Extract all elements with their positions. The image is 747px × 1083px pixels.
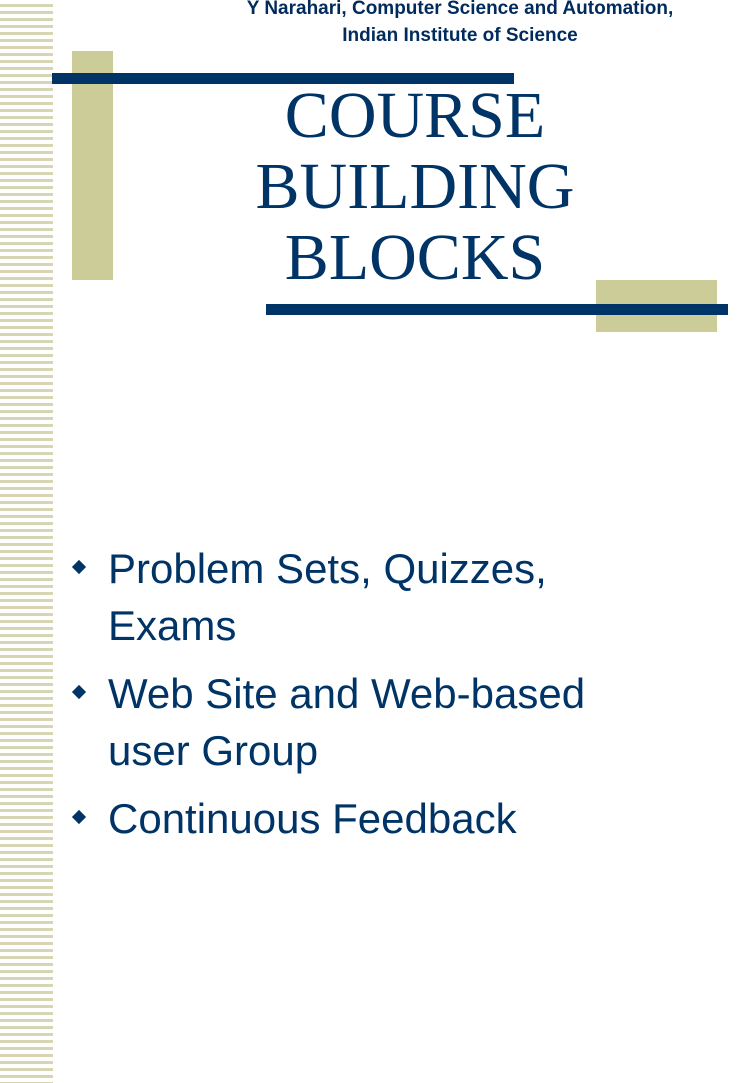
title-line-3: BLOCKS	[284, 221, 546, 294]
decorative-block-left	[72, 51, 113, 280]
bullet-item	[72, 790, 732, 847]
bullet-text-line: Continuous Feedback	[108, 795, 517, 842]
bullet-text-line: Web Site and Web-based	[108, 670, 586, 717]
header-institute-line: Indian Institute of Science	[342, 25, 578, 46]
bullet-text-line: Problem Sets, Quizzes,	[108, 545, 547, 592]
bullet-item	[72, 540, 732, 654]
title-line-2: BUILDING	[255, 150, 575, 223]
bullet-list	[72, 540, 732, 858]
diamond-bullet-icon	[72, 685, 86, 699]
bullet-item	[72, 665, 732, 779]
header-author-line: Y Narahari, Computer Science and Automation,	[246, 0, 674, 19]
decorative-stripes	[0, 0, 53, 1083]
bullet-text-line: user Group	[108, 727, 319, 774]
diamond-bullet-icon	[72, 810, 86, 824]
diamond-bullet-icon	[72, 560, 86, 574]
title-line-1: COURSE	[284, 79, 546, 152]
bullet-text-line: Exams	[108, 602, 237, 649]
slide-header	[120, 0, 747, 49]
decorative-bar-bottom	[266, 304, 728, 315]
slide-title	[160, 80, 670, 293]
